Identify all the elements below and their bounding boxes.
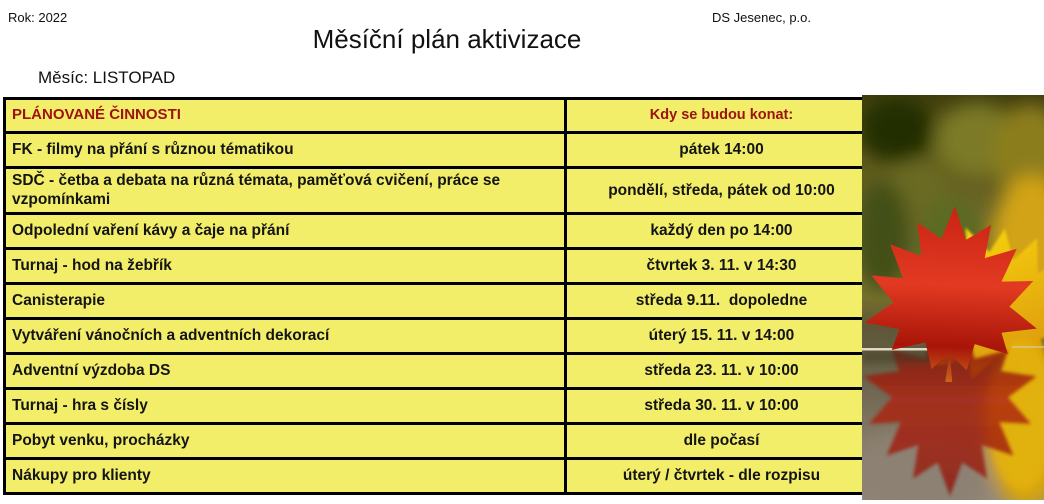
table-row	[5, 423, 878, 458]
autumn-leaf-photo	[862, 95, 1044, 500]
column-header-when: Kdy se budou konat:	[566, 99, 878, 133]
activity-cell: Nákupy pro klienty	[5, 458, 566, 493]
autumn-leaf-illustration	[862, 95, 1044, 500]
org-label: DS Jesenec, p.o.	[712, 10, 811, 25]
table-row	[5, 318, 878, 353]
when-cell: pondělí, středa, pátek od 10:00	[566, 168, 878, 214]
activity-cell: Vytváření vánočních a adventních dekorací	[5, 318, 566, 353]
activity-plan-table	[3, 97, 879, 495]
when-cell: středa 23. 11. v 10:00	[566, 353, 878, 388]
table-row	[5, 248, 878, 283]
table-header-row	[5, 99, 878, 133]
when-cell: středa 9.11. dopoledne	[566, 283, 878, 318]
when-cell: úterý / čtvrtek - dle rozpisu	[566, 458, 878, 493]
water-line-right	[1012, 346, 1044, 348]
table-body	[5, 133, 878, 494]
table-row	[5, 133, 878, 168]
activity-cell: Turnaj - hod na žebřík	[5, 248, 566, 283]
activity-cell: SDČ - četba a debata na různá témata, paměťová cvičení, práce se vzpomínkami	[5, 168, 566, 214]
table-row	[5, 458, 878, 493]
when-cell: dle počasí	[566, 423, 878, 458]
when-cell: každý den po 14:00	[566, 213, 878, 248]
table-row	[5, 168, 878, 214]
when-cell: pátek 14:00	[566, 133, 878, 168]
activity-cell: Turnaj - hra s čísly	[5, 388, 566, 423]
table-row	[5, 353, 878, 388]
table-row	[5, 283, 878, 318]
water-shadow	[862, 352, 934, 362]
page-title: Měsíční plán aktivizace	[312, 24, 582, 54]
column-header-activities: PLÁNOVANÉ ČINNOSTI	[5, 99, 566, 133]
when-cell: čtvrtek 3. 11. v 14:30	[566, 248, 878, 283]
activity-cell: Canisterapie	[5, 283, 566, 318]
activity-cell: Odpolední vaření kávy a čaje na přání	[5, 213, 566, 248]
year-label: Rok: 2022	[8, 10, 68, 25]
table-row	[5, 213, 878, 248]
when-cell: středa 30. 11. v 10:00	[566, 388, 878, 423]
activity-cell: Adventní výzdoba DS	[5, 353, 566, 388]
activity-cell: Pobyt venku, procházky	[5, 423, 566, 458]
when-cell: úterý 15. 11. v 14:00	[566, 318, 878, 353]
month-label: Měsíc: LISTOPAD	[38, 68, 176, 87]
table-head	[5, 99, 878, 133]
activity-cell: FK - filmy na přání s různou tématikou	[5, 133, 566, 168]
table-row	[5, 388, 878, 423]
